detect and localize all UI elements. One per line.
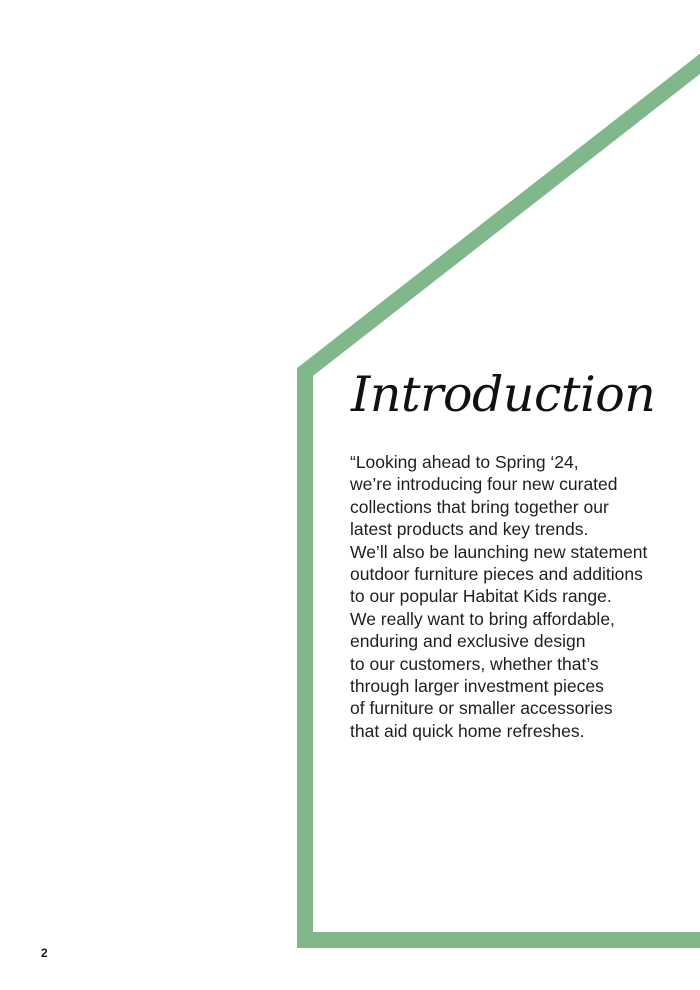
intro-text-line: we’re introducing four new curated	[350, 474, 618, 495]
intro-text-line: of furniture or smaller accessories	[350, 698, 613, 719]
intro-text-line: “Looking ahead to Spring ‘24,	[350, 452, 579, 472]
intro-text-line: collections that bring together our	[350, 496, 609, 517]
intro-text	[350, 451, 700, 742]
intro-text-line: We’ll also be launching new statement	[350, 541, 648, 562]
page-number: 2	[41, 946, 48, 960]
page-title: Introduction	[351, 366, 656, 423]
intro-text-line: that aid quick home refreshes.	[350, 720, 585, 741]
intro-text-line: enduring and exclusive design	[350, 631, 586, 652]
intro-text-line: latest products and key trends.	[350, 519, 589, 540]
intro-text-line: We really want to bring affordable,	[350, 608, 615, 629]
intro-text-line: outdoor furniture pieces and additions	[350, 564, 643, 585]
intro-text-line: to our customers, whether that’s	[350, 653, 599, 674]
intro-text-line: to our popular Habitat Kids range.	[350, 586, 612, 607]
intro-text-line: through larger investment pieces	[350, 676, 604, 697]
